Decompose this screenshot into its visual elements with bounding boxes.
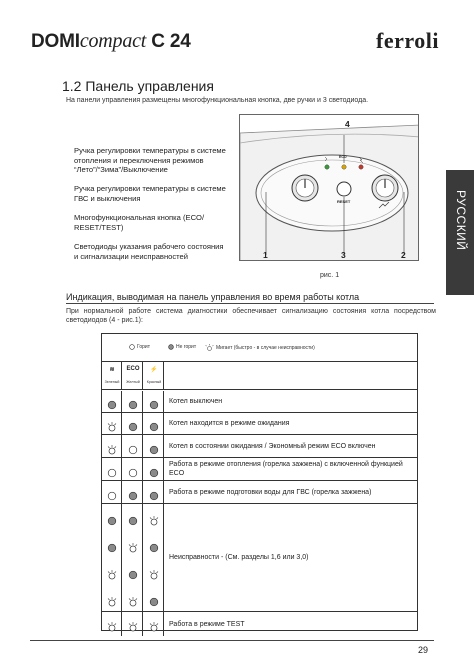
led-indicator xyxy=(107,513,117,523)
led-blink-icon xyxy=(107,422,117,432)
row-description: Котел находится в режиме ожидания xyxy=(169,420,290,427)
led-blink-icon xyxy=(107,597,117,607)
led-indicator xyxy=(149,619,159,629)
footer-divider xyxy=(30,640,434,641)
led-cell xyxy=(123,504,143,611)
led-indicator xyxy=(128,419,138,429)
led-cell xyxy=(102,481,122,503)
led-indicator xyxy=(128,567,138,577)
led-off-icon xyxy=(128,445,138,455)
led-on-icon xyxy=(149,400,159,410)
table-row xyxy=(102,435,417,458)
column-headers xyxy=(102,362,417,390)
led-indicator xyxy=(107,442,117,452)
led-on-icon xyxy=(149,422,159,432)
row-description: Котел в состоянии ожидания / Экономный режим ECO включен xyxy=(169,442,376,450)
label-heating-knob: Ручка регулировки температуры в системе отопления и переключения режимов “Лето”/“Зима”/Выключение xyxy=(74,146,226,174)
led-on-icon xyxy=(149,543,159,553)
led-on-icon xyxy=(128,516,138,526)
led-blink-icon xyxy=(205,344,214,352)
led-cell xyxy=(144,612,164,636)
led-indicator xyxy=(149,397,159,407)
col-green: ≋ Зеленый xyxy=(102,362,122,390)
table-row xyxy=(102,413,417,435)
led-cell xyxy=(123,435,143,457)
led-indicator xyxy=(107,397,117,407)
callout-3: 3 xyxy=(341,250,346,260)
row-description: Работа в режиме TEST xyxy=(169,620,245,628)
led-on-icon xyxy=(149,491,159,501)
led-blink-icon xyxy=(149,516,159,526)
language-tab: РУССКИЙ xyxy=(446,170,474,295)
document-title: DOMIcompact C 24 xyxy=(31,30,191,52)
callout-1: 1 xyxy=(263,250,268,260)
control-panel-drawing xyxy=(240,115,419,261)
figure-caption: рис. 1 xyxy=(320,272,340,279)
led-indicator xyxy=(149,567,159,577)
table-row xyxy=(102,481,417,504)
led-blink-icon xyxy=(128,597,138,607)
led-cell xyxy=(102,435,122,457)
led-on-icon xyxy=(168,344,174,350)
legend-lit: Не горит xyxy=(168,344,196,350)
led-indicator xyxy=(128,442,138,452)
led-indicator xyxy=(107,567,117,577)
led-indicator xyxy=(149,465,159,475)
row-description: Котел выключен xyxy=(169,398,223,405)
led-blink-icon xyxy=(149,570,159,580)
led-indicator xyxy=(107,419,117,429)
led-on-icon xyxy=(128,400,138,410)
led-on-icon xyxy=(107,543,117,553)
indication-title: Индикация, выводимая на панель управления во время работы котла xyxy=(66,292,360,302)
led-on-icon xyxy=(128,422,138,432)
row-description: Работа в режиме отопления (горелка зажжена) с включенной функцией ECO xyxy=(169,461,403,477)
led-cell xyxy=(123,391,143,412)
led-off-icon xyxy=(129,344,135,350)
led-indicator xyxy=(107,594,117,604)
led-cell xyxy=(144,435,164,457)
led-indicator xyxy=(128,619,138,629)
led-blink-icon xyxy=(128,622,138,632)
led-indicator xyxy=(149,419,159,429)
led-off-icon xyxy=(107,468,117,478)
led-indicator xyxy=(128,594,138,604)
led-cell xyxy=(102,612,122,636)
led-indicator xyxy=(149,540,159,550)
led-on-icon xyxy=(149,597,159,607)
led-indicator xyxy=(149,513,159,523)
led-blink-icon xyxy=(107,622,117,632)
led-on-icon xyxy=(128,491,138,501)
row-description: Неисправности - (См. разделы 1,6 или 3,0) xyxy=(169,554,309,561)
led-blink-icon xyxy=(128,543,138,553)
led-cell xyxy=(123,481,143,503)
led-on-icon xyxy=(149,445,159,455)
led-cell xyxy=(144,458,164,480)
section-intro: На панели управления размещены многофункциональная кнопка, две ручки и 3 светодиода. xyxy=(66,97,369,104)
label-multifunction-button: Многофункциональная кнопка (ECO/ RESET/TEST) xyxy=(74,213,205,232)
eco-icon: ECO xyxy=(126,366,140,372)
table-row xyxy=(102,612,417,636)
led-blink-icon xyxy=(107,570,117,580)
led-indicator xyxy=(107,619,117,629)
label-leds: Светодиоды указания рабочего состояния и сигнализации неисправностей xyxy=(74,242,224,261)
led-cell xyxy=(144,481,164,503)
legend-unlit: Горит xyxy=(129,344,150,350)
legend-blink: Мигает (быстро - в случае неисправности) xyxy=(205,344,315,352)
led-cell xyxy=(123,413,143,434)
led-blink-icon xyxy=(149,622,159,632)
brand-logo: ferroli xyxy=(376,28,439,53)
section-title: 1.2 Панель управления xyxy=(62,78,214,94)
row-description: Работа в режиме подготовки воды для ГВС (горелка зажжена) xyxy=(169,488,372,496)
led-cell xyxy=(144,504,164,611)
led-on-icon xyxy=(128,570,138,580)
divider xyxy=(66,303,434,304)
led-on-icon xyxy=(149,468,159,478)
led-on-icon xyxy=(107,400,117,410)
led-cell xyxy=(144,391,164,412)
led-blink-icon xyxy=(107,445,117,455)
led-cell xyxy=(102,504,122,611)
table-row xyxy=(102,458,417,481)
led-cell xyxy=(123,458,143,480)
led-indicator xyxy=(107,465,117,475)
page-number: 29 xyxy=(418,645,429,655)
indication-intro: При нормальной работе система диагностики обеспечивает сигнализацию состояния котла посредством светодиодов (4 - рис.1): xyxy=(66,308,436,324)
led-cell xyxy=(123,612,143,636)
led-cell xyxy=(102,413,122,434)
led-off-icon xyxy=(128,468,138,478)
led-indicator xyxy=(128,540,138,550)
eco-label: ECO xyxy=(339,155,347,159)
led-indicator xyxy=(128,513,138,523)
led-indicator xyxy=(128,397,138,407)
callout-2: 2 xyxy=(401,250,406,260)
table-row xyxy=(102,504,417,612)
legend xyxy=(102,334,417,362)
fault-icon: ⚡ xyxy=(150,367,158,373)
led-indicator xyxy=(149,594,159,604)
col-yellow: ECO Желтый xyxy=(123,362,143,390)
led-indicator xyxy=(107,488,117,498)
reset-label: RESET xyxy=(337,199,351,204)
led-on-icon xyxy=(107,516,117,526)
heat-icon: ≋ xyxy=(109,367,115,373)
led-cell xyxy=(102,458,122,480)
label-dhw-knob: Ручка регулировки температуры в системе ГВС и выключения xyxy=(74,184,226,203)
led-cell xyxy=(144,413,164,434)
led-cell xyxy=(102,391,122,412)
led-indicator xyxy=(149,442,159,452)
led-indicator xyxy=(128,465,138,475)
col-red: ⚡ Красный xyxy=(144,362,164,390)
led-indicator xyxy=(149,488,159,498)
led-status-table xyxy=(101,333,418,631)
control-panel-figure xyxy=(239,114,419,261)
led-off-icon xyxy=(107,491,117,501)
table-row xyxy=(102,391,417,413)
led-indicator xyxy=(128,488,138,498)
callout-4: 4 xyxy=(345,119,350,129)
led-indicator xyxy=(107,540,117,550)
